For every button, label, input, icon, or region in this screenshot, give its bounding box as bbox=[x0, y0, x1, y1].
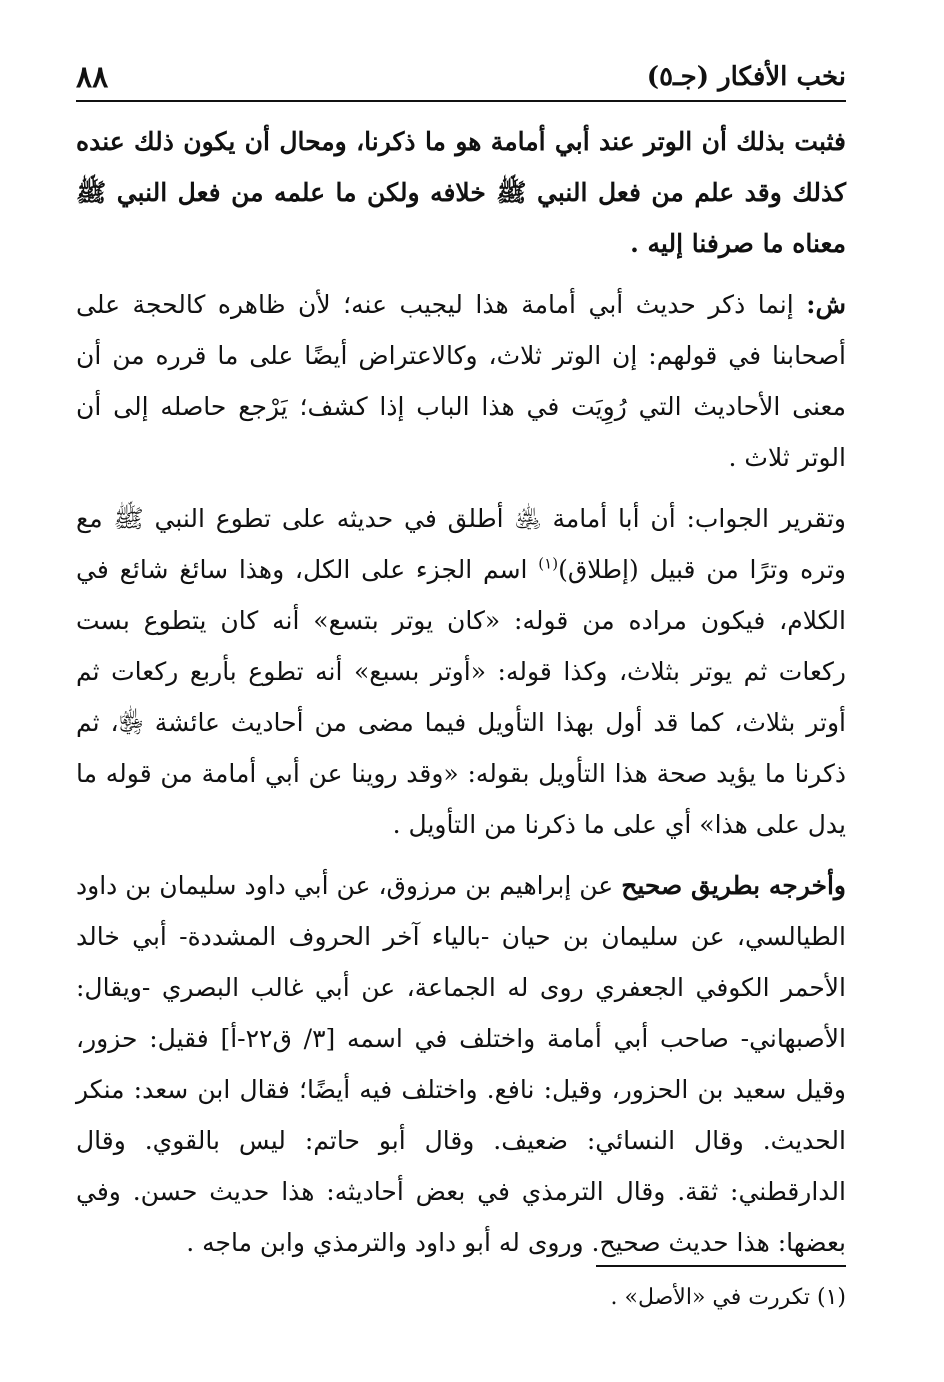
paragraph-text: فثبت بذلك أن الوتر عند أبي أمامة هو ما ذكرنا، ومحال أن يكون ذلك عنده كذلك وقد علم من فعل النبي ﷺ خلافه ولكن ما علمه من فعل النبي ﷺ معناه ما صرفنا إليه . bbox=[76, 127, 846, 258]
paragraph-narrators bbox=[76, 860, 846, 1268]
footnote: (١) تكررت في «الأصل» . bbox=[610, 1285, 846, 1310]
paragraph-text: وتقرير الجواب: أن أبا أمامة ﵁ أطلق في حديثه على تطوع النبي ﷺ مع وتره وترًا من قبيل (إطلاق) bbox=[76, 504, 846, 584]
commentary-marker: ش: bbox=[806, 290, 846, 319]
paragraph-commentary bbox=[76, 279, 846, 483]
page-number: ٨٨ bbox=[76, 60, 109, 95]
paragraph-answer bbox=[76, 493, 846, 850]
main-text bbox=[76, 116, 846, 1278]
paragraph-conclusion bbox=[76, 116, 846, 269]
running-title: نخب الأفكار (جـ٥) bbox=[646, 62, 846, 92]
page-header bbox=[76, 56, 846, 102]
paragraph-text-continued: اسم الجزء على الكل، وهذا سائغ شائع في الكلام، فيكون مراده من قوله: «كان يوتر بتسع» أنه كان يتطوع بست ركعات ثم يوتر بثلاث، وكذا قوله: «أوتر بسبع» أنه تطوع بأربع ركعات ثم أوتر بثلاث، كما قد أول بهذا التأويل فيما مضى من أحاديث عائشة ﵂، ثم ذكرنا ما يؤيد صحة هذا التأويل بقوله: «وقد روينا عن أبي أمامة من قوله ما يدل على هذا» أي على ما ذكرنا من التأويل . bbox=[76, 555, 846, 839]
paragraph-text: عن إبراهيم بن مرزوق، عن أبي داود سليمان بن داود الطيالسي، عن سليمان بن حيان -بالياء آخر الحروف المشددة- أبي خالد الأحمر الكوفي الجعفري روى له الجماعة، عن أبي غالب البصري -ويقال: الأصبهاني- صاحب أبي أمامة واختلف في اسمه [٣/ ق٢٢-أ] فقيل: حزور، وقيل سعيد بن الحزور، وقيل: نافع. واختلف فيه أيضًا؛ فقال ابن سعد: منكر الحديث. وقال النسائي: ضعيف. وقال أبو حاتم: ليس بالقوي. وقال الدارقطني: ثقة. وقال الترمذي في بعض أحاديثه: هذا حديث حسن. وفي بعضها: هذا حديث صحيح. وروى له أبو داود والترمذي وابن ماجه . bbox=[76, 871, 846, 1257]
footnote-reference: (١) bbox=[538, 554, 559, 573]
paragraph-text: إنما ذكر حديث أبي أمامة هذا ليجيب عنه؛ لأن ظاهره كالحجة على أصحابنا في قولهم: إن الوتر ثلاث، وكالاعتراض أيضًا على ما قرره من أن معنى الأحاديث التي رُوِيَت في هذا الباب إذا كشف؛ يَرْجع حاصله إلى أن الوتر ثلاث . bbox=[76, 290, 846, 472]
footnote-divider bbox=[596, 1265, 846, 1267]
paragraph-lead: وأخرجه بطريق صحيح bbox=[621, 871, 846, 900]
